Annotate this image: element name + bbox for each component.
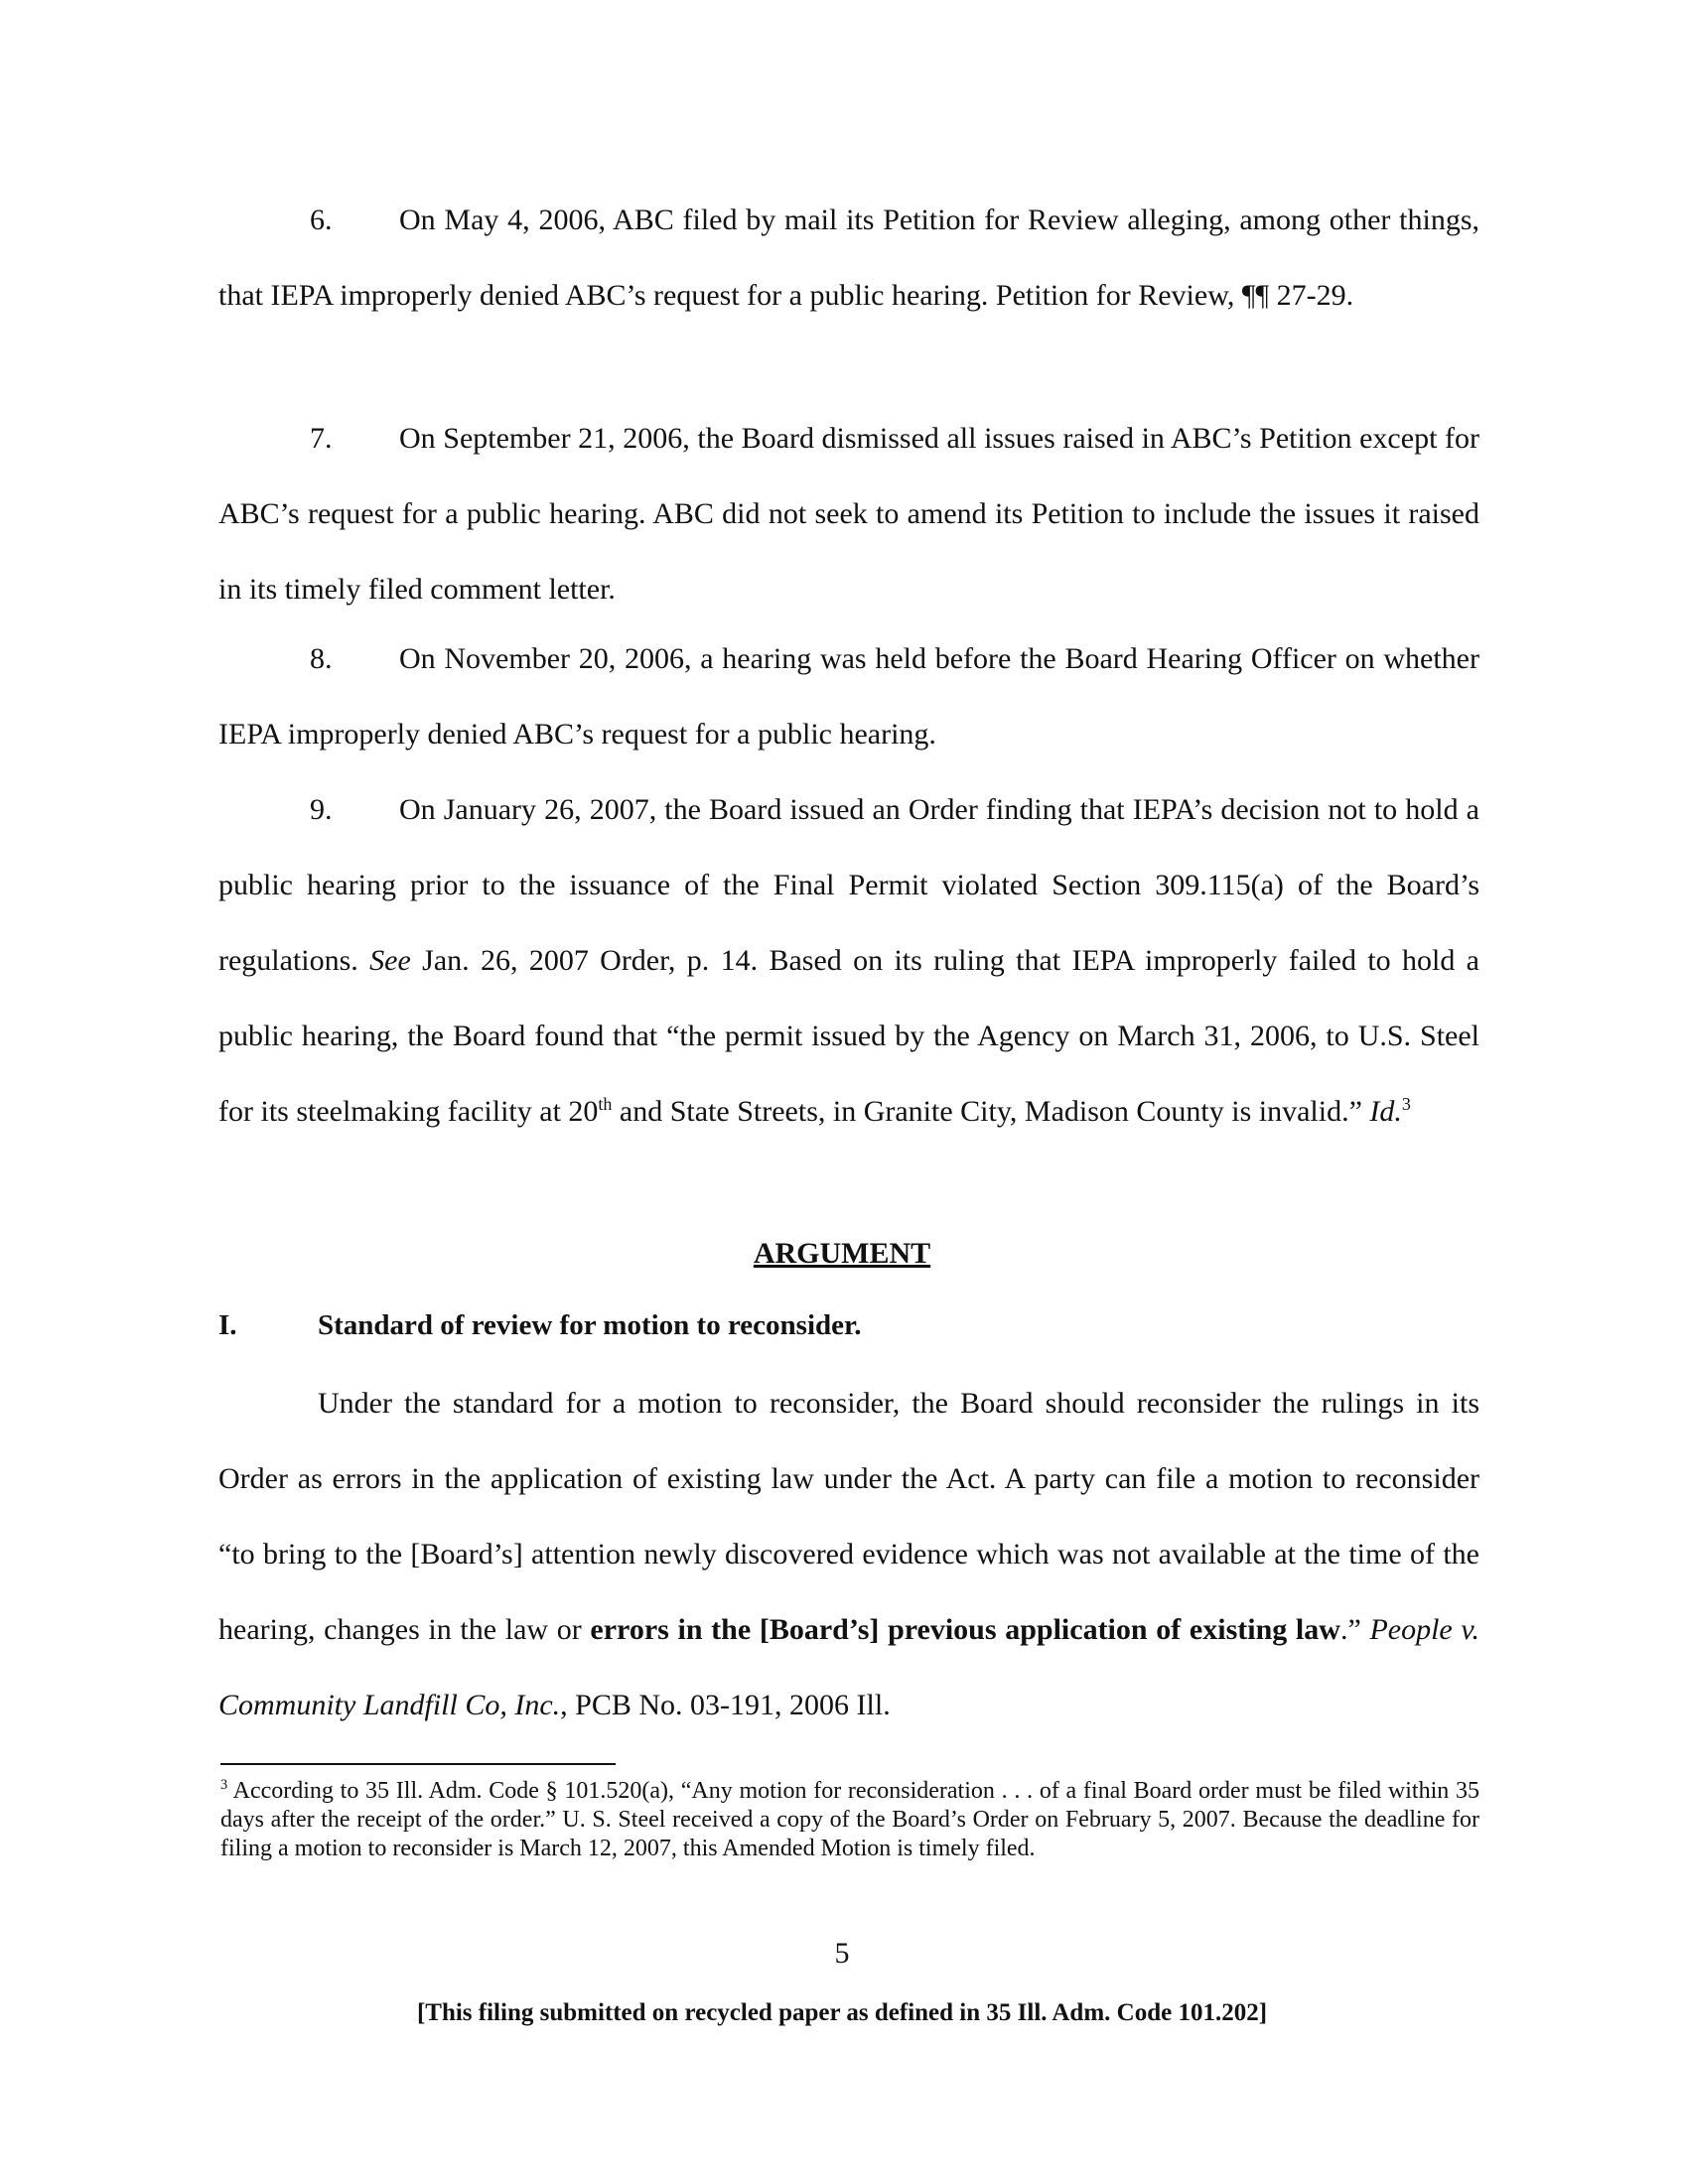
paragraph-6 (218, 183, 1479, 334)
page-number: 5 (834, 1937, 850, 1970)
section-heading (218, 1300, 861, 1350)
case-citation: People v. Community Landfill Co, Inc. (218, 1613, 1479, 1721)
paragraph-7 (218, 401, 1479, 627)
paragraph-text: and State Streets, in Granite City, Madison County is invalid.” (612, 1095, 1370, 1128)
footnote-divider (220, 1763, 616, 1765)
argument-heading: ARGUMENT (753, 1237, 931, 1270)
footnote-marker: 3 (220, 1777, 228, 1793)
paragraph-number: 8. (310, 642, 333, 675)
paragraph-number: 6. (310, 204, 333, 236)
paragraph-number: 9. (310, 793, 333, 826)
paragraph-text: , PCB No. 03-191, 2006 Ill. (560, 1689, 891, 1721)
paragraph-9 (218, 772, 1479, 1150)
id-citation: Id. (1369, 1095, 1402, 1128)
paragraph-text: Jan. 26, 2007 Order, p. 14. Based on its ruling that IEPA improperly failed to hold a public hearing, the Board found that “the permit issued by the Agency on March 31, 2006, to U.S. Steel for its steelmaking facility at 20 (218, 944, 1479, 1128)
paragraph-text: On November 20, 2006, a hearing was held before the Board Hearing Officer on whether IEPA improperly denied ABC’s request for a public hearing. (218, 642, 1479, 751)
recycled-paper-notice: [This filing submitted on recycled paper as defined in 35 Ill. Adm. Code 101.202] (416, 1999, 1268, 2026)
footnote-3 (220, 1777, 1479, 1863)
paragraph-text: On January 26, 2007, the Board issued an Order finding that IEPA’s decision not to hold a public hearing prior to the issuance of the Final Permit violated Section 309.115(a) of the Board’s regulations. (218, 793, 1479, 977)
section-numeral: I. (218, 1309, 237, 1341)
paragraph-text: .” (1339, 1613, 1370, 1646)
paragraph-8 (218, 621, 1479, 772)
footnote-reference[interactable]: 3 (1401, 1094, 1411, 1114)
paragraph-text: Under the standard for a motion to reconsider, the Board should reconsider the rulings in its Order as errors in the application of existing law under the Act. A party can file a motion to reconsider “to bring to the [Board’s] attention newly discovered evidence which was not available at the time of the hearing, changes in the law or (218, 1387, 1479, 1646)
see-signal: See (369, 944, 411, 977)
section-title: Standard of review for motion to reconsider. (318, 1309, 862, 1341)
bold-quote: errors in the [Board’s] previous application of existing law (590, 1613, 1340, 1646)
argument-paragraph (218, 1366, 1479, 1743)
paragraph-text: On May 4, 2006, ABC filed by mail its Petition for Review alleging, among other things, that IEPA improperly denied ABC’s request for a public hearing. Petition for Review, ¶¶ 27-29. (218, 204, 1479, 312)
paragraph-text: On September 21, 2006, the Board dismissed all issues raised in ABC’s Petition except for ABC’s request for a public hearing. ABC did not seek to amend its Petition to include the issues it raised in its timely filed comment letter. (218, 422, 1479, 606)
footnote-text: According to 35 Ill. Adm. Code § 101.520(a), “Any motion for reconsideration . . . of a final Board order must be filed within 35 days after the receipt of the order.” U. S. Steel received a copy of the Board’s Order on February 5, 2007. Because the deadline for filing a motion to reconsider is March 12, 2007, this Amended Motion is timely filed. (220, 1778, 1479, 1861)
ordinal-suffix: th (598, 1094, 613, 1114)
paragraph-number: 7. (310, 422, 333, 455)
